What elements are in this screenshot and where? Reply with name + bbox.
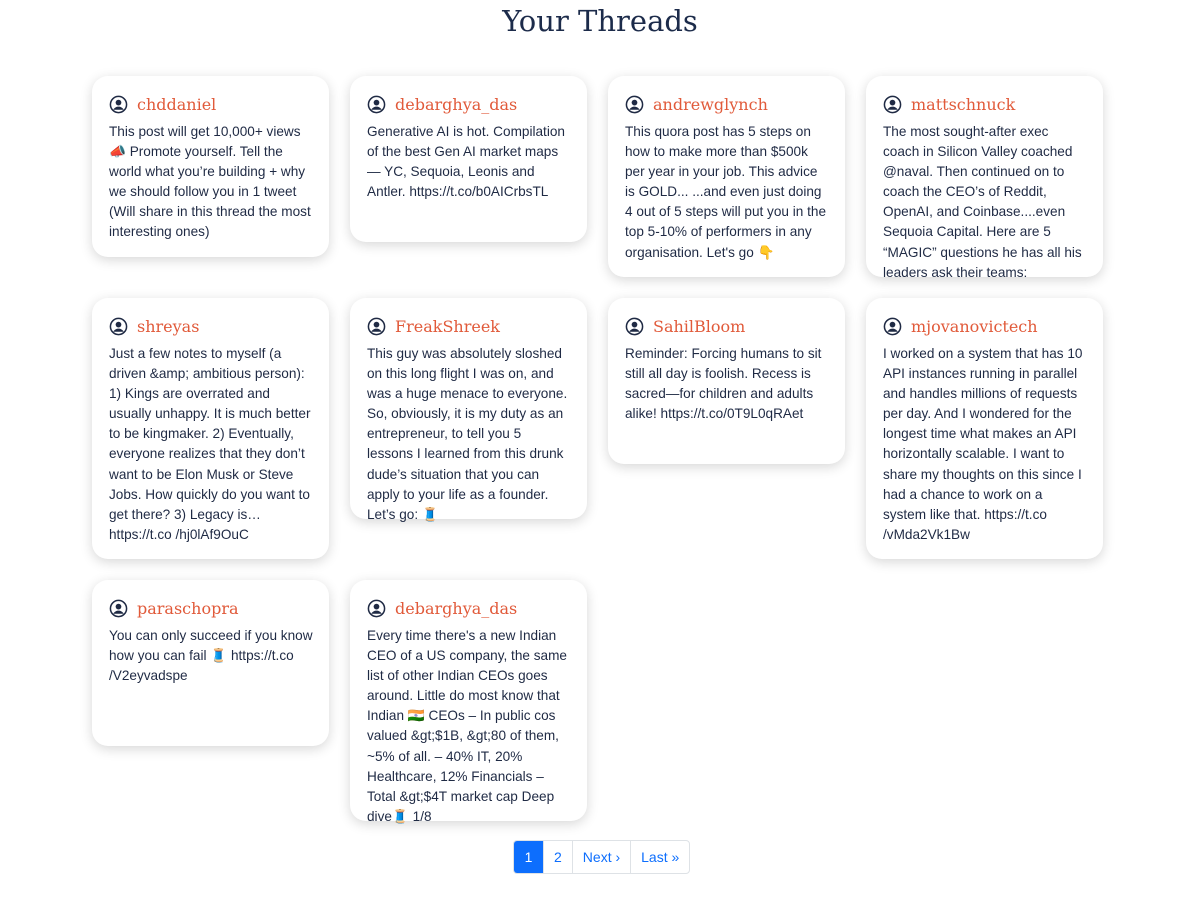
thread-card[interactable] [350,580,587,824]
thread-card[interactable] [92,580,329,746]
card-header [625,315,829,337]
thread-text: This guy was absolutely sloshed on this long flight I was on, and was a huge menace to everyone. So, obviously, it is my duty as an entrepreneur, to tell you 5 lessons I learned from this drunk dude’s situation that you can apply to your life as a founder. Let’s go: 🧵 [367,346,568,522]
card-header [367,597,571,619]
user-circle-icon [883,317,902,336]
thread-card[interactable] [92,76,329,257]
thread-text: This quora post has 5 steps on how to make more than $500k per year in your job. This advice is GOLD... ...and even just doing 4 out of 5 steps will put you in the top 5-10% of performers in any organisation. Let's go 👇 [625,124,827,260]
thread-author[interactable]: debarghya_das [395,598,518,618]
thread-text: Generative AI is hot. Compilation of the best Gen AI market maps — YC, Sequoia, Leonis and Antler. https://t.co/b0AICrbsTL [367,124,565,200]
card-header [109,315,313,337]
card-header [109,93,313,115]
user-circle-icon [883,95,902,114]
user-circle-icon [367,317,386,336]
thread-author[interactable]: shreyas [137,316,200,336]
thread-text: You can only succeed if you know how you can fail 🧵 https://t.co /V2eyvadspe [109,628,313,684]
thread-author[interactable]: mjovanovictech [911,316,1038,336]
thread-card[interactable] [866,76,1103,280]
thread-card[interactable] [608,298,845,464]
thread-text: Every time there's a new Indian CEO of a US company, the same list of other Indian CEOs goes around. Little do most know that Indian 🇮🇳 CEOs – In public cos valued &gt;$1B, &gt;80 of them, ~5% of all. – 40% IT, 20% Healthcare, 12% Financials – Total &gt;$4T market cap Deep dive🧵 1/8 [367,628,567,824]
last-page-button[interactable]: Last » [630,841,689,873]
user-circle-icon [109,317,128,336]
thread-author[interactable]: andrewglynch [653,94,768,114]
pagination [513,840,690,874]
user-circle-icon [367,599,386,618]
thread-author[interactable]: debarghya_das [395,94,518,114]
page-title: Your Threads [502,4,698,38]
page-2-button[interactable]: 2 [543,841,572,873]
thread-author[interactable]: mattschnuck [911,94,1016,114]
thread-author[interactable]: paraschopra [137,598,239,618]
thread-card[interactable] [92,298,329,559]
user-circle-icon [625,95,644,114]
thread-text: This post will get 10,000+ views 📣 Promote yourself. Tell the world what you’re building + why we should follow you in 1 tweet (Will share in this thread the most interesting ones) [109,124,311,240]
card-header [367,315,571,337]
next-page-button[interactable]: Next › [572,841,630,873]
card-header [883,315,1087,337]
thread-author[interactable]: FreakShreek [395,316,500,336]
thread-author[interactable]: chddaniel [137,94,217,114]
thread-text: Just a few notes to myself (a driven &amp; ambitious person): 1) Kings are overrated and usually unhappy. It is much better to be kingmaker. 2) Eventually, everyone realizes that they don’t want to be Elon Musk or Steve Jobs. How quickly do you want to get there? 3) Legacy is… https://t.co /hj0lAf9OuC [109,346,311,542]
user-circle-icon [625,317,644,336]
thread-card[interactable] [866,298,1103,559]
user-circle-icon [367,95,386,114]
user-circle-icon [109,95,128,114]
thread-card[interactable] [350,298,587,522]
thread-text: The most sought-after exec coach in Silicon Valley coached @naval. Then continued on to coach the CEO’s of Reddit, OpenAI, and Coinbase....even Sequoia Capital. Here are 5 “MAGIC” questions he has all his leaders ask their teams: [883,124,1082,280]
thread-card[interactable] [350,76,587,242]
card-header [625,93,829,115]
card-header [883,93,1087,115]
card-header [367,93,571,115]
thread-author[interactable]: SahilBloom [653,316,746,336]
thread-text: I worked on a system that has 10 API instances running in parallel and handles millions of requests per day. And I wondered for the longest time what makes an API horizontally scalable. I want to share my thoughts on this since I had a chance to work on a system like that. https://t.co /vMda2Vk1Bw [883,346,1083,542]
thread-text: Reminder: Forcing humans to sit still all day is foolish. Recess is sacred—for children and adults alike! https://t.co/0T9L0qRAet [625,346,822,422]
user-circle-icon [109,599,128,618]
page-1-button[interactable]: 1 [514,841,543,873]
card-header [109,597,313,619]
thread-card[interactable] [608,76,845,277]
